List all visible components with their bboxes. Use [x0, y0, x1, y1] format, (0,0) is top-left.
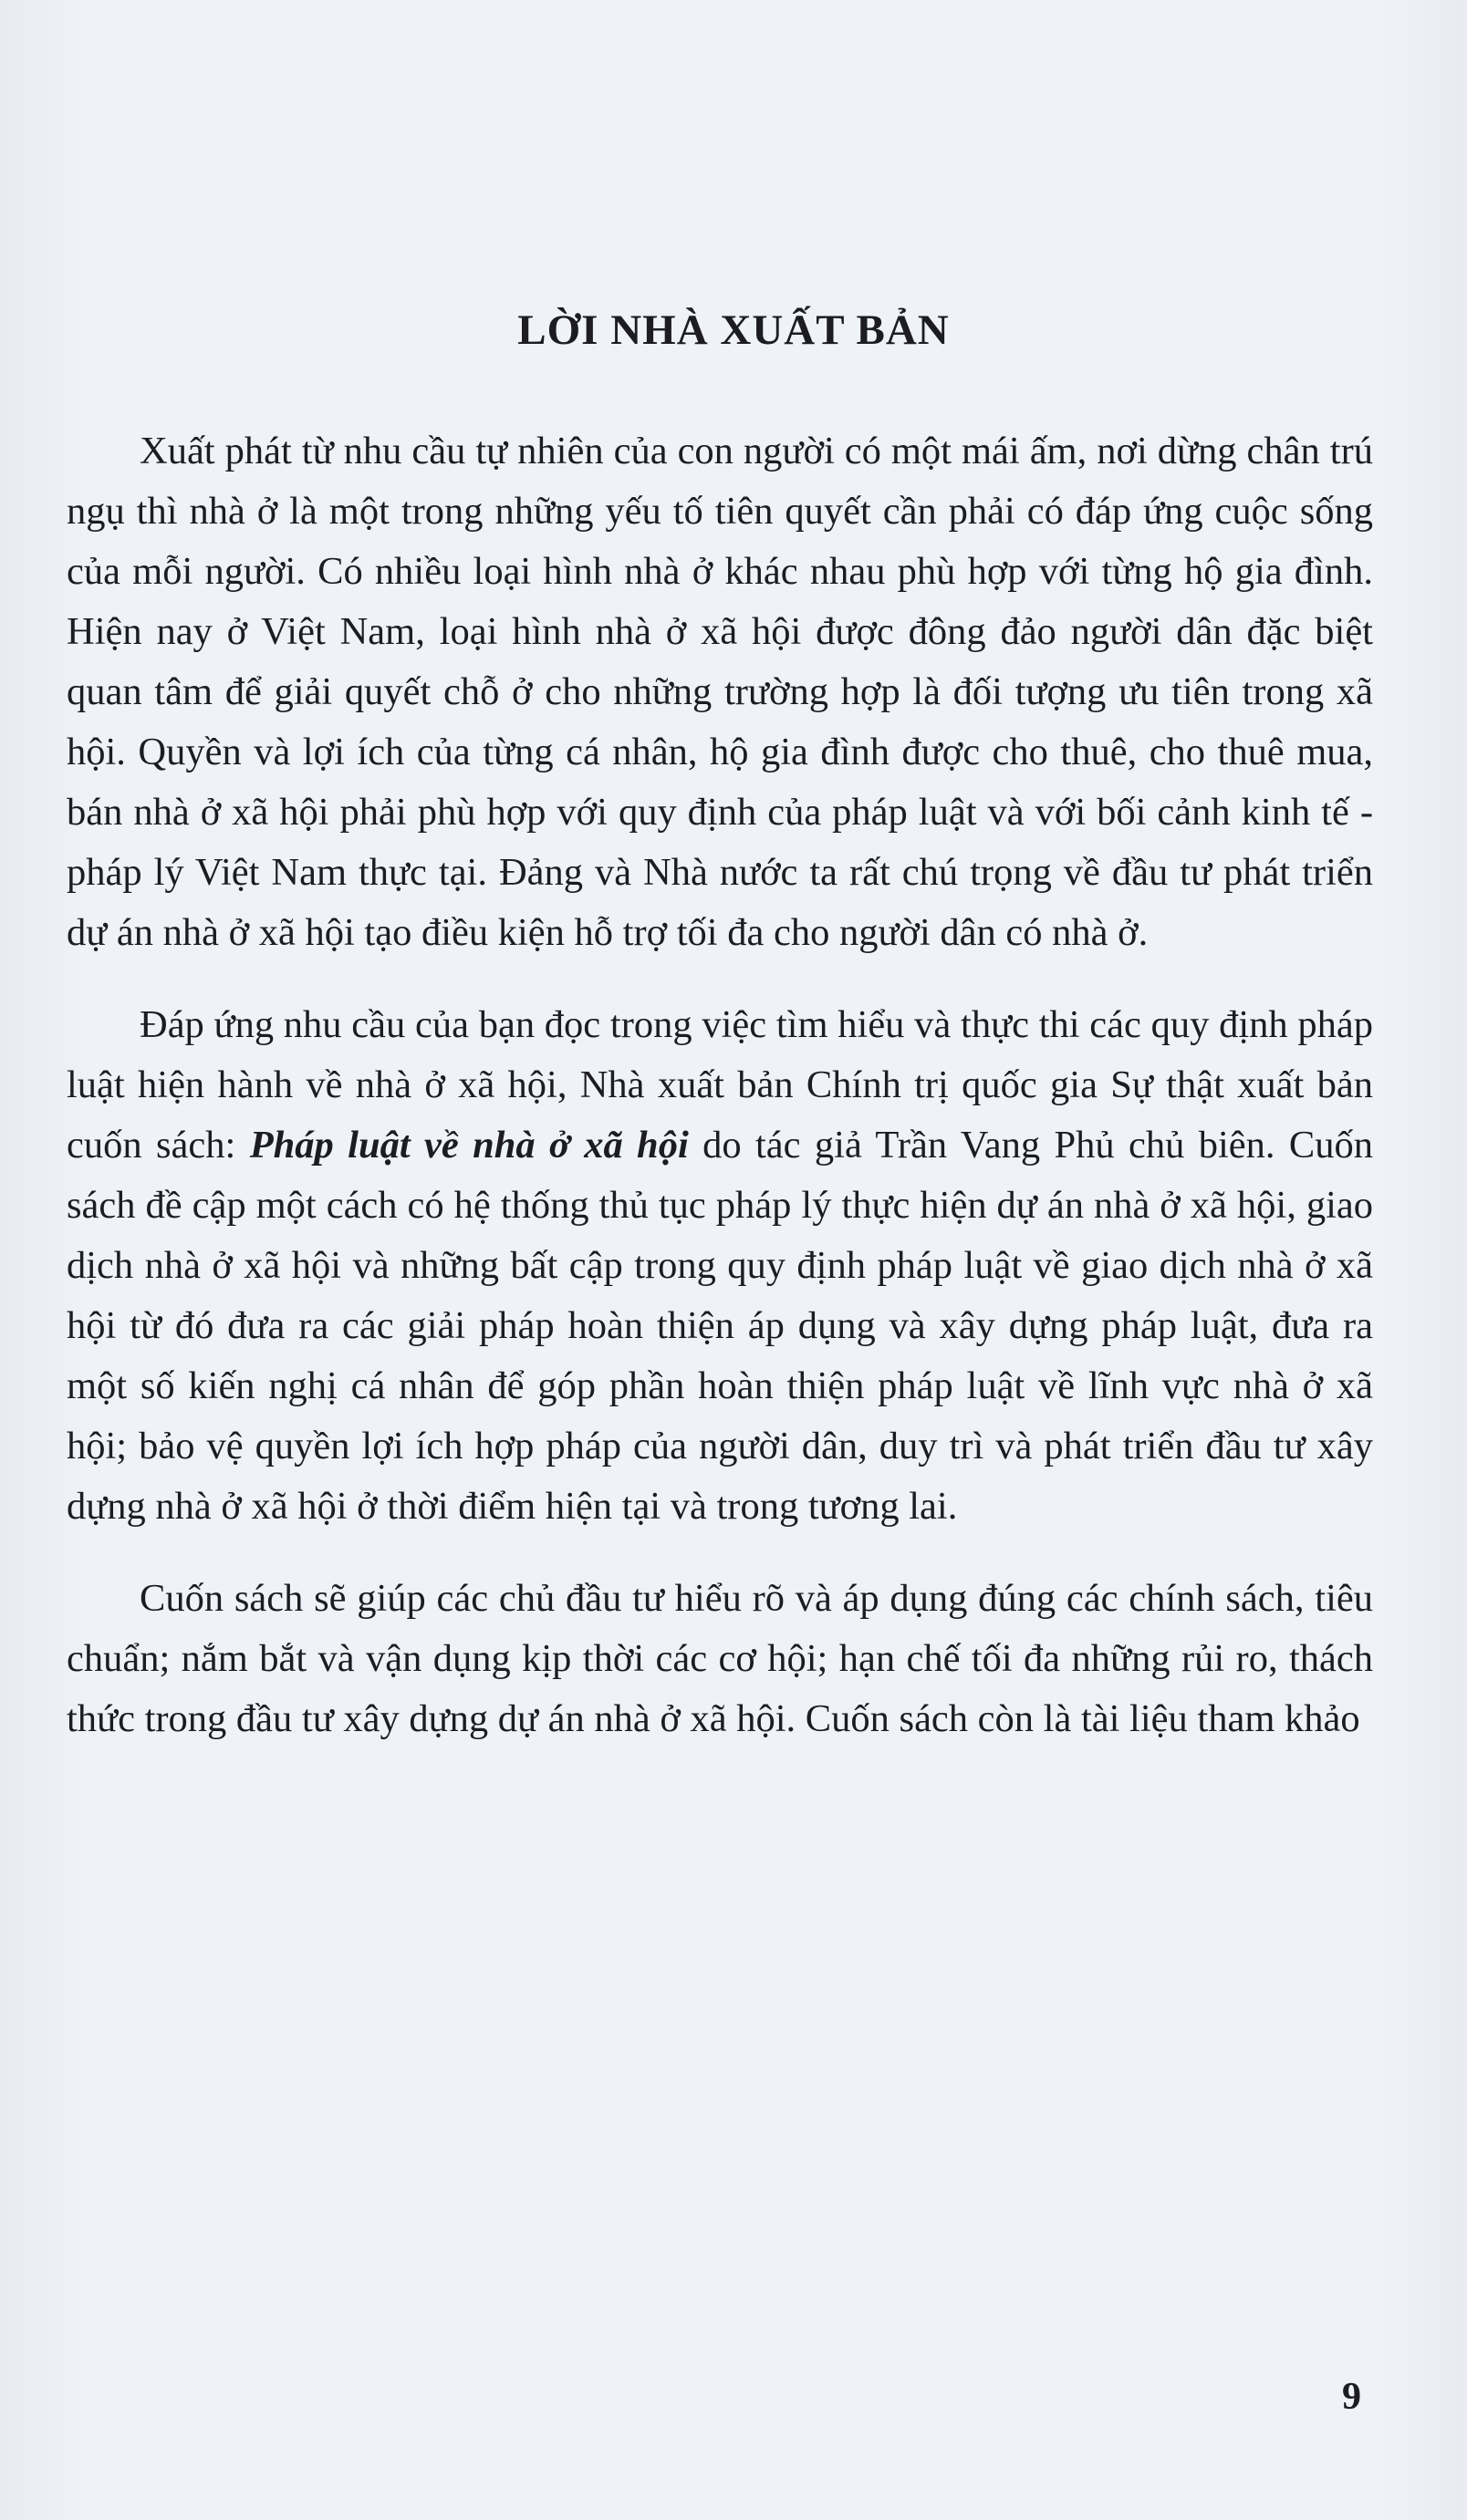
page-number: 9: [1342, 2376, 1361, 2418]
paragraph-2-end: do tác giả Trần Vang Phủ chủ biên. Cuốn sách đề cập một cách có hệ thống thủ tục pháp lý thực hiện dự án nhà ở xã hội, giao dịch nhà ở xã hội và những bất cập trong quy định pháp luật về giao dịch nhà ở xã hội từ đó đưa ra các giải pháp hoàn thiện áp dụng và xây dựng pháp luật, đưa ra một số kiến nghị cá nhân để góp phần hoàn thiện pháp luật về lĩnh vực nhà ở xã hội; bảo vệ quyền lợi ích hợp pháp của người dân, duy trì và phát triển đầu tư xây dựng nhà ở xã hội ở thời điểm hiện tại và trong tương lai.: [67, 1124, 1373, 1528]
paragraph-2: [67, 995, 1373, 1537]
page-title: LỜI NHÀ XUẤT BẢN: [517, 306, 950, 354]
book-title-emphasis: Pháp luật về nhà ở xã hội: [249, 1124, 689, 1167]
paragraph-2-start: Đáp ứng nhu cầu của bạn đọc trong việc tìm hiểu và thực thi các quy định pháp luật hiện hành về nhà ở xã hội, Nhà xuất bản Chính trị quốc gia Sự thật xuất bản cuốn sách:: [67, 1003, 1373, 1167]
body-text: [67, 421, 1373, 1749]
paragraph-3: Cuốn sách sẽ giúp các chủ đầu tư hiểu rõ và áp dụng đúng các chính sách, tiêu chuẩn; nắm bắt và vận dụng kịp thời các cơ hội; hạn chế tối đa những rủi ro, thách thức trong đầu tư xây dựng dự án nhà ở xã hội. Cuốn sách còn là tài liệu tham khảo: [67, 1577, 1373, 1740]
paragraph-1: Xuất phát từ nhu cầu tự nhiên của con người có một mái ấm, nơi dừng chân trú ngụ thì nhà ở là một trong những yếu tố tiên quyết cần phải có đáp ứng cuộc sống của mỗi người. Có nhiều loại hình nhà ở khác nhau phù hợp với từng hộ gia đình. Hiện nay ở Việt Nam, loại hình nhà ở xã hội được đông đảo người dân đặc biệt quan tâm để giải quyết chỗ ở cho những trường hợp là đối tượng ưu tiên trong xã hội. Quyền và lợi ích của từng cá nhân, hộ gia đình được cho thuê, cho thuê mua, bán nhà ở xã hội phải phù hợp với quy định của pháp luật và với bối cảnh kinh tế - pháp lý Việt Nam thực tại. Đảng và Nhà nước ta rất chú trọng về đầu tư phát triển dự án nhà ở xã hội tạo điều kiện hỗ trợ tối đa cho người dân có nhà ở.: [67, 430, 1373, 954]
